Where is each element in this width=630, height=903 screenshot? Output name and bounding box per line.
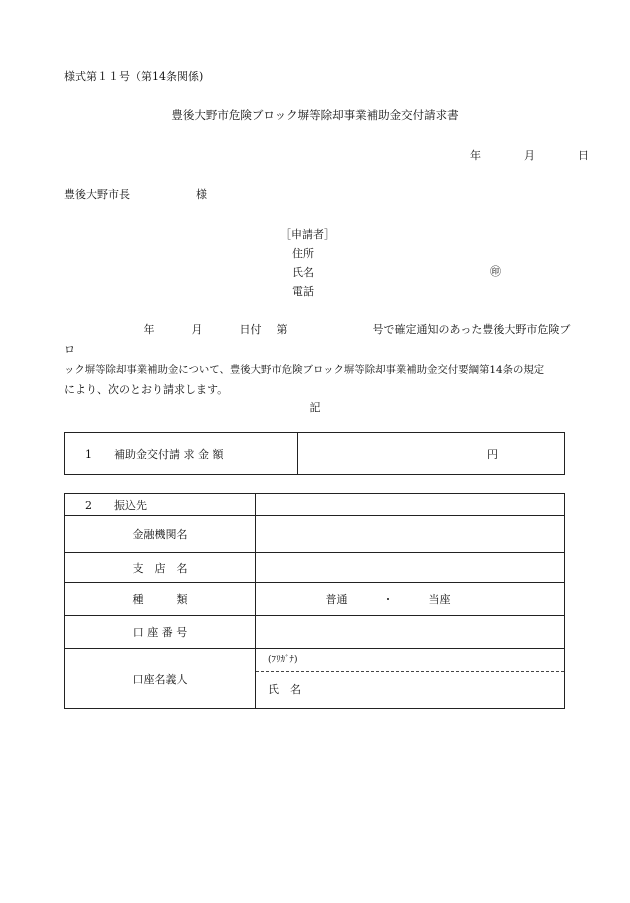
account-number-label: 口 座 番 号 [65,616,256,649]
body-day: 日付 [239,323,262,336]
addressee: 豊後大野市長 [64,188,130,201]
branch-field[interactable] [256,553,565,583]
seal-mark: ㊞ [490,265,501,278]
account-type-field[interactable] [256,583,565,616]
date-month: 月 [524,149,535,162]
type-option-toza[interactable]: 当座 [428,593,451,606]
holder-label: 口座名義人 [65,649,256,709]
body-text [64,320,574,400]
honorific: 様 [196,188,207,201]
amount-label: 1 補助金交付請 求 金 額 [65,433,298,475]
applicant-heading: ［申請者］ [280,228,335,241]
address-label: 住所 [292,247,314,260]
account-number-field[interactable] [256,616,565,649]
applicant-block [280,225,335,301]
holder-name-label: 氏 名 [268,683,301,696]
type-option-separator: ・ [382,593,394,606]
branch-label: 支 店 名 [65,553,256,583]
name-label: 氏名 [292,266,314,279]
document-title: 豊後大野市危険ブロック塀等除却事業補助金交付請求書 [171,108,459,122]
date-day: 日 [578,149,589,162]
bank-name-label: 金融機関名 [65,516,256,553]
bank-section-value[interactable] [256,494,565,516]
date-line [470,147,589,163]
furigana-label: (ﾌﾘｶﾞﾅ) [256,649,564,672]
bank-section-label: 2 振込先 [65,494,256,516]
bank-table [64,493,565,709]
phone-label: 電話 [292,285,314,298]
body-year: 年 [143,323,155,336]
account-type-label: 種 類 [65,583,256,616]
body-line3: により、次のとおり請求します。 [64,383,229,396]
form-number: 様式第１１号（第14条関係) [64,70,204,83]
amount-unit: 円 [298,433,565,475]
body-no: 第 [276,323,288,336]
body-line2: ック塀等除却事業補助金について、豊後大野市危険ブロック塀等除却事業補助金交付要綱第14条の規定 [64,364,545,376]
type-option-futsu[interactable]: 普通 [325,593,348,606]
body-month: 月 [191,323,203,336]
body-line1-rest: 号で確定通知のあった豊後大野市危険ブロ [64,323,571,356]
amount-table [64,432,565,475]
holder-field[interactable] [256,649,565,709]
ki-heading: 記 [309,401,321,414]
bank-name-field[interactable] [256,516,565,553]
date-year: 年 [470,149,481,162]
